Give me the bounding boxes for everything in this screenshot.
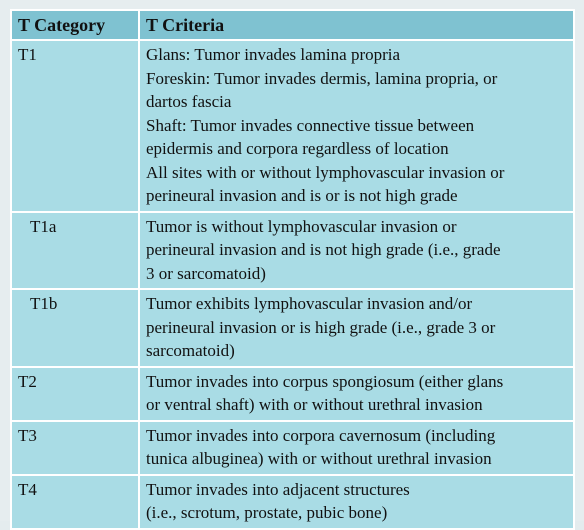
criteria-line: perineural invasion and is not high grade (i.e., grade bbox=[146, 240, 501, 259]
criteria-line: Tumor invades into corpus spongiosum (either glans bbox=[146, 371, 504, 391]
t-category-table bbox=[10, 9, 575, 530]
row-criteria bbox=[139, 212, 574, 290]
table-row bbox=[11, 289, 574, 367]
criteria-line: Tumor invades into corpora cavernosum (including bbox=[146, 425, 496, 445]
criteria-line: tunica albuginea) with or without urethral invasion bbox=[146, 449, 492, 468]
criteria-line: epidermis and corpora regardless of location bbox=[146, 139, 449, 158]
header-t-category: T Category bbox=[11, 10, 139, 40]
row-criteria bbox=[139, 289, 574, 367]
criteria-line: Tumor is without lymphovascular invasion or bbox=[146, 216, 457, 236]
criteria-line: perineural invasion or is high grade (i.e., grade 3 or bbox=[146, 317, 496, 337]
criteria-line: sarcomatoid) bbox=[146, 341, 235, 360]
table-row bbox=[11, 367, 574, 421]
table-row bbox=[11, 40, 574, 212]
row-criteria bbox=[139, 40, 574, 212]
criteria-line: Glans: Tumor invades lamina propria bbox=[146, 45, 401, 64]
row-category: T3 bbox=[11, 421, 139, 475]
criteria-line: Tumor exhibits lymphovascular invasion and/or bbox=[146, 294, 473, 313]
row-criteria bbox=[139, 367, 574, 421]
row-category: T2 bbox=[11, 367, 139, 421]
table-header bbox=[11, 10, 574, 40]
table-row bbox=[11, 475, 574, 529]
criteria-line: or ventral shaft) with or without urethral invasion bbox=[146, 395, 483, 414]
criteria-line: dartos fascia bbox=[146, 92, 232, 111]
row-criteria bbox=[139, 475, 574, 529]
table-row bbox=[11, 421, 574, 475]
table-row bbox=[11, 212, 574, 290]
criteria-line: perineural invasion and is or is not high grade bbox=[146, 186, 458, 205]
criteria-line: (i.e., scrotum, prostate, pubic bone) bbox=[146, 503, 388, 522]
criteria-line: Shaft: Tumor invades connective tissue between bbox=[146, 115, 475, 135]
row-category: T4 bbox=[11, 475, 139, 529]
row-category: T1a bbox=[11, 212, 139, 290]
criteria-line: 3 or sarcomatoid) bbox=[146, 263, 266, 283]
header-row bbox=[11, 10, 574, 40]
row-criteria bbox=[139, 421, 574, 475]
criteria-line: Tumor invades into adjacent structures bbox=[146, 479, 410, 499]
criteria-line: Foreskin: Tumor invades dermis, lamina propria, or bbox=[146, 68, 498, 88]
criteria-line: All sites with or without lymphovascular invasion or bbox=[146, 162, 505, 182]
header-t-criteria: T Criteria bbox=[139, 10, 574, 40]
row-category: T1b bbox=[11, 289, 139, 367]
row-category: T1 bbox=[11, 40, 139, 212]
table-body bbox=[11, 40, 574, 529]
